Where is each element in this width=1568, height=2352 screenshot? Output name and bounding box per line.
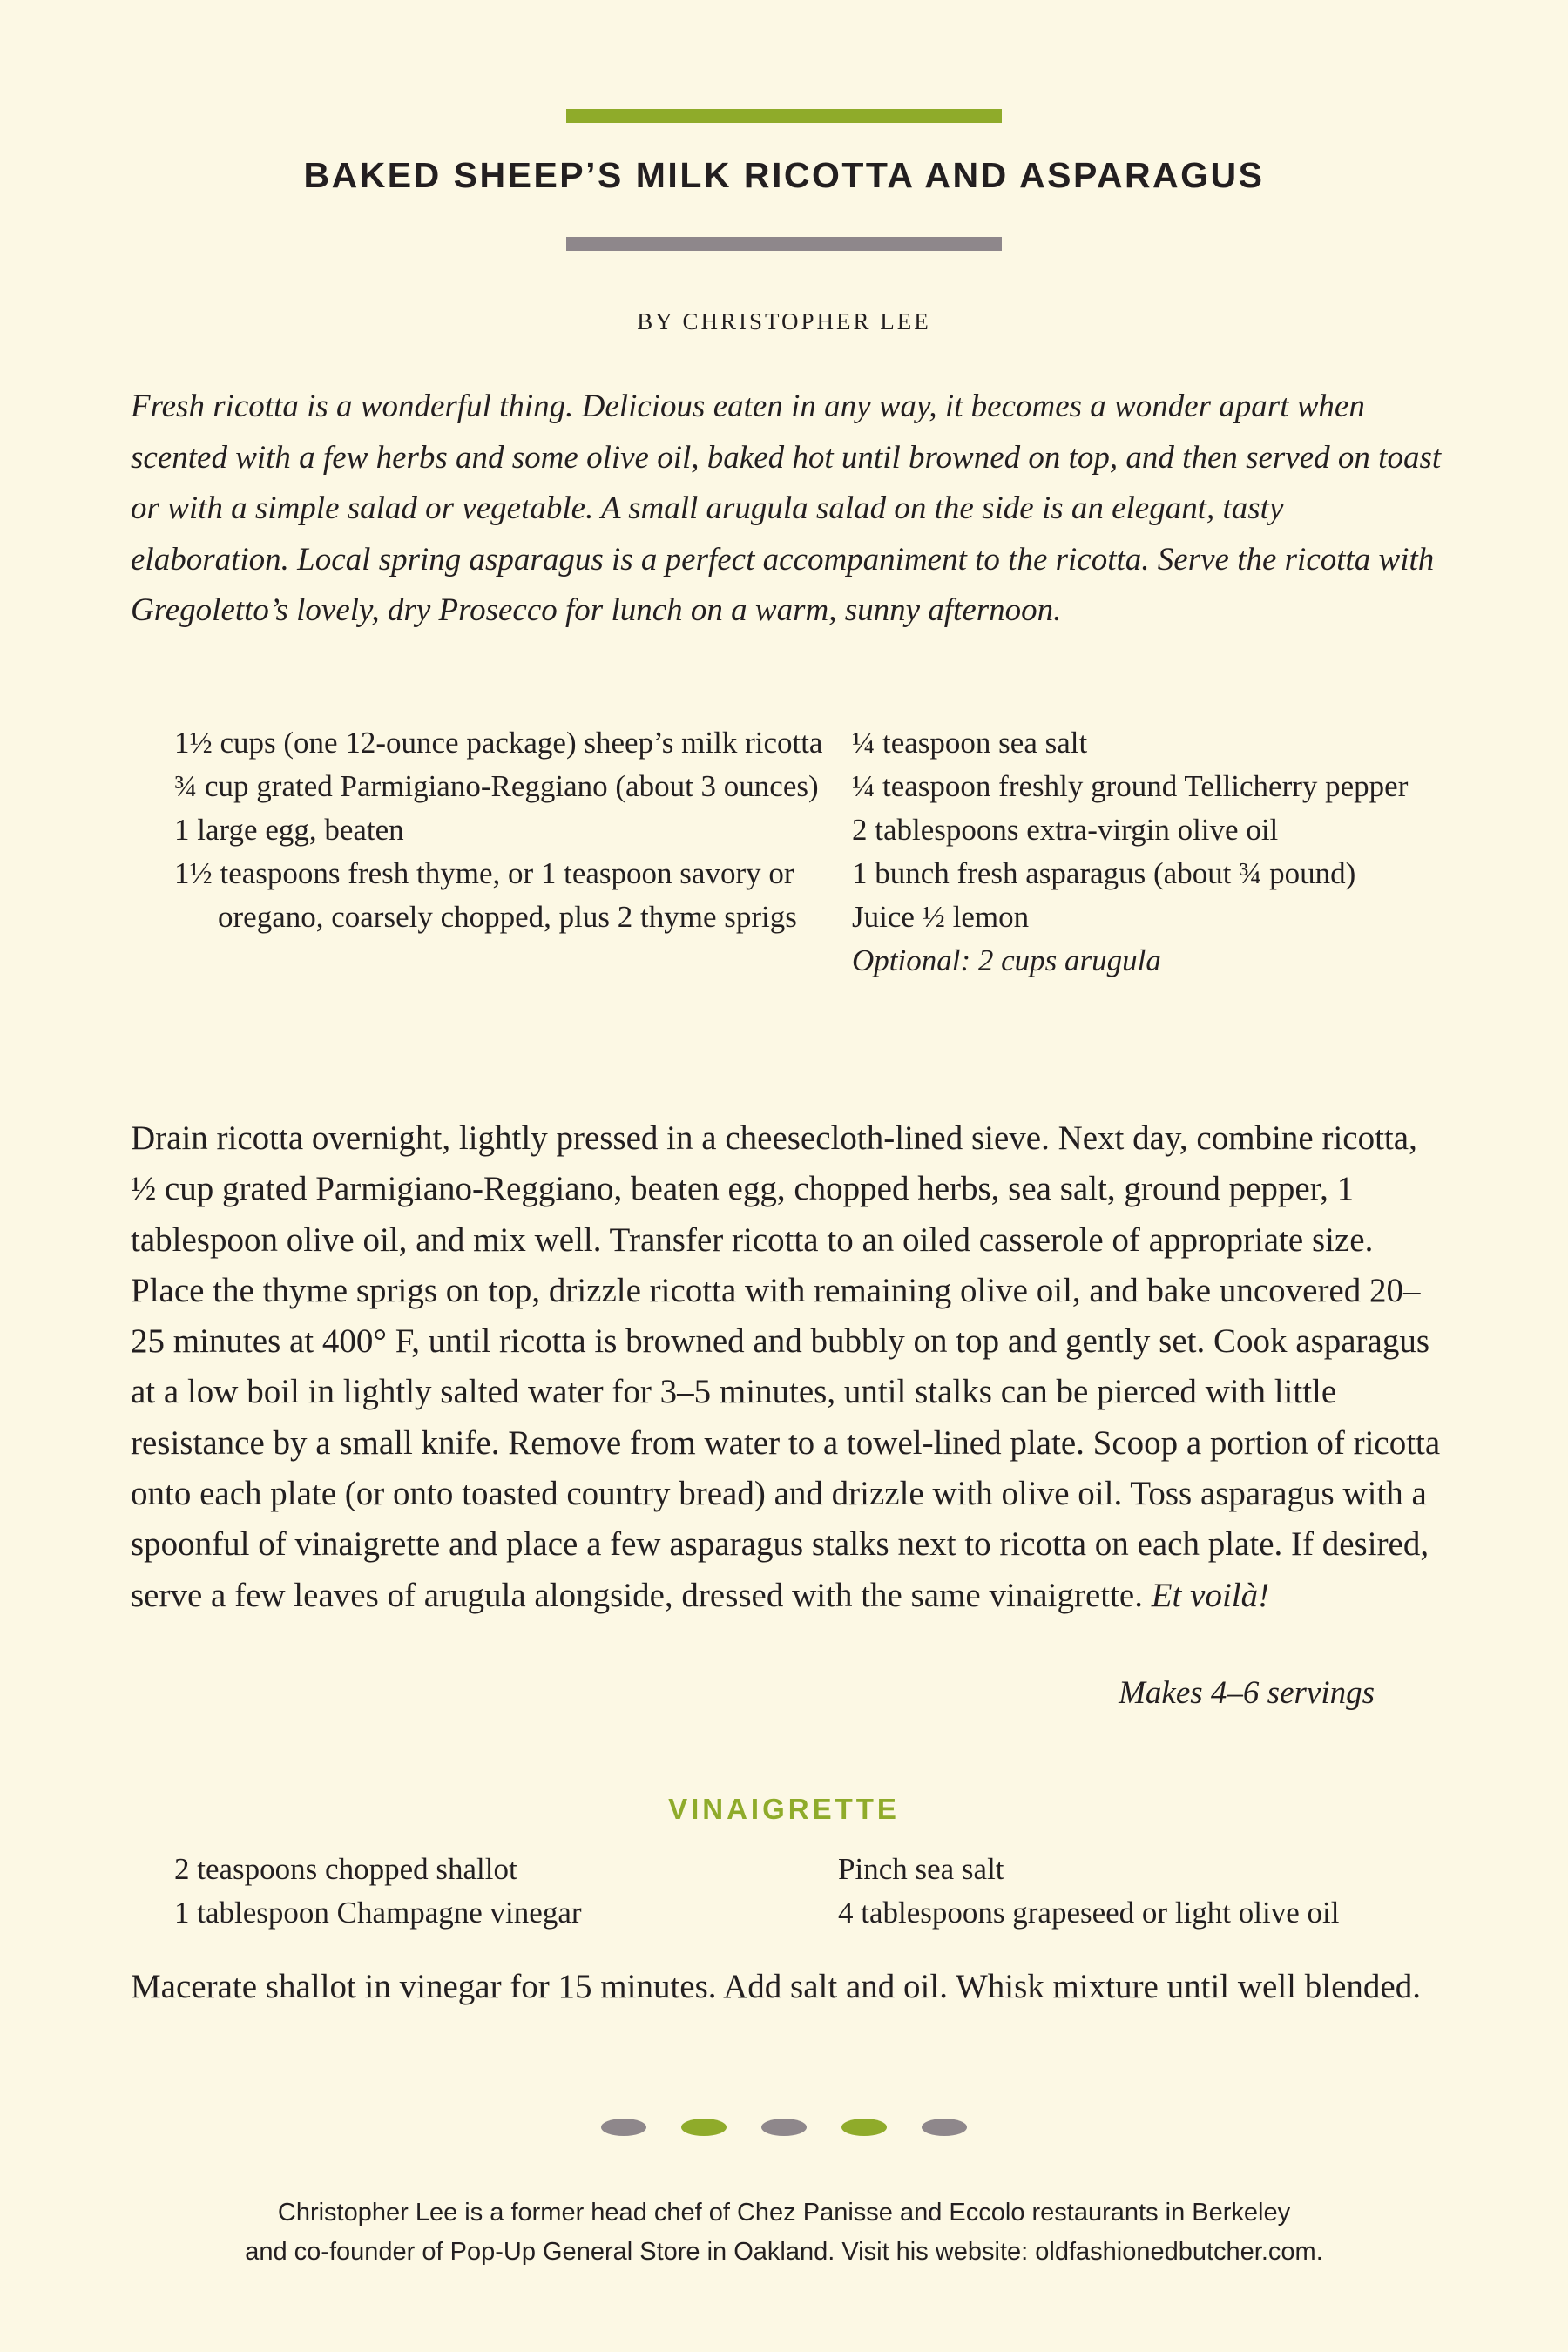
author-bio [0,2193,1568,2272]
ingredient-item: 1 bunch fresh asparagus (about ¾ pound) [852,856,1356,890]
byline: BY CHRISTOPHER LEE [637,308,931,335]
ingredient-item: 1½ teaspoons fresh thyme, or 1 teaspoon savory or oregano, coarsely chopped, plus 2 thyme sprigs [174,856,797,934]
ingredient-item: ¼ teaspoon freshly ground Tellicherry pepper [852,769,1409,803]
vinaigrette-ingredients-right [838,1848,1483,1935]
method-text: Drain ricotta overnight, lightly pressed in a cheesecloth-lined sieve. Next day, combine ricotta, ½ cup grated Parmigiano-Reggiano, beaten egg, chopped herbs, sea salt, ground pepper, 1 tablespoon olive oil, and mix well. Transfer ricotta to an oiled casserole of appropriate size. Place the thyme sprigs on top, drizzle ricotta with remaining olive oil, and bake uncovered 20–25 minutes at 400° F, until ricotta is browned and bubbly on top and gently set. Cook asparagus at a low boil in lightly salted water for 3–5 minutes, until stalks can be pierced with little resistance by a small knife. Remove from water to a towel-lined plate. Scoop a portion of ricotta onto each plate (or onto toasted country bread) and drizzle with olive oil. Toss asparagus with a spoonful of vinaigrette and place a few asparagus stalks next to ricotta on each plate. If desired, serve a few leaves of arugula alongside, dressed with the same vinaigrette. [131,1119,1441,1614]
ingredient-item: 4 tablespoons grapeseed or light olive oil [838,1896,1340,1930]
ingredient-item: Juice ½ lemon [852,900,1030,934]
title-rule-top [566,109,1002,123]
dot-divider-2 [681,2119,727,2136]
ingredient-item-optional: Optional: 2 cups arugula [852,943,1161,977]
ingredient-item: 1 tablespoon Champagne vinegar [174,1896,582,1930]
recipe-title: BAKED SHEEP’S MILK RICOTTA AND ASPARAGUS [303,155,1265,195]
vinaigrette-ingredients-left [174,1848,819,1935]
author-bio-line: and co-founder of Pop-Up General Store in Oakland. Visit his website: oldfashionedbutcher.com. [245,2238,1323,2266]
decorative-dots [601,2119,967,2136]
ingredient-item: 1 large egg, beaten [174,813,404,847]
ingredient-item: ¼ teaspoon sea salt [852,726,1088,760]
vinaigrette-title: VINAIGRETTE [668,1793,900,1825]
dot-divider-3 [761,2119,807,2136]
dot-divider-4 [841,2119,887,2136]
recipe-intro: Fresh ricotta is a wonderful thing. Delicious eaten in any way, it becomes a wonder apart when scented with a few herbs and some olive oil, baked hot until browned on top, and then served on toast or with a simple salad or vegetable. A small arugula salad on the side is an elegant, tasty elaboration. Local spring asparagus is a perfect accompaniment to the ricotta. Serve the ricotta with Gregoletto’s lovely, dry Prosecco for lunch on a warm, sunny afternoon. [131,389,1442,628]
title-rule-bottom [566,237,1002,251]
method-closing: Et voilà! [1151,1576,1270,1614]
dot-divider-1 [601,2119,646,2136]
ingredient-item: 2 teaspoons chopped shallot [174,1852,517,1886]
recipe-method [131,1113,1446,1621]
recipe-yield: Makes 4–6 servings [1119,1675,1375,1711]
ingredients-left-column [174,721,836,939]
ingredients-right-column [852,721,1479,983]
author-bio-line: Christopher Lee is a former head chef of Chez Panisse and Eccolo restaurants in Berkeley [277,2199,1291,2227]
ingredient-item: 2 tablespoons extra-virgin olive oil [852,813,1279,847]
dot-divider-5 [922,2119,967,2136]
ingredient-item: ¾ cup grated Parmigiano-Reggiano (about 3 ounces) [174,769,819,803]
vinaigrette-method: Macerate shallot in vinegar for 15 minutes. Add salt and oil. Whisk mixture until well blended. [131,1968,1421,2005]
ingredient-item: 1½ cups (one 12-ounce package) sheep’s milk ricotta [174,726,823,760]
ingredient-item: Pinch sea salt [838,1852,1004,1886]
